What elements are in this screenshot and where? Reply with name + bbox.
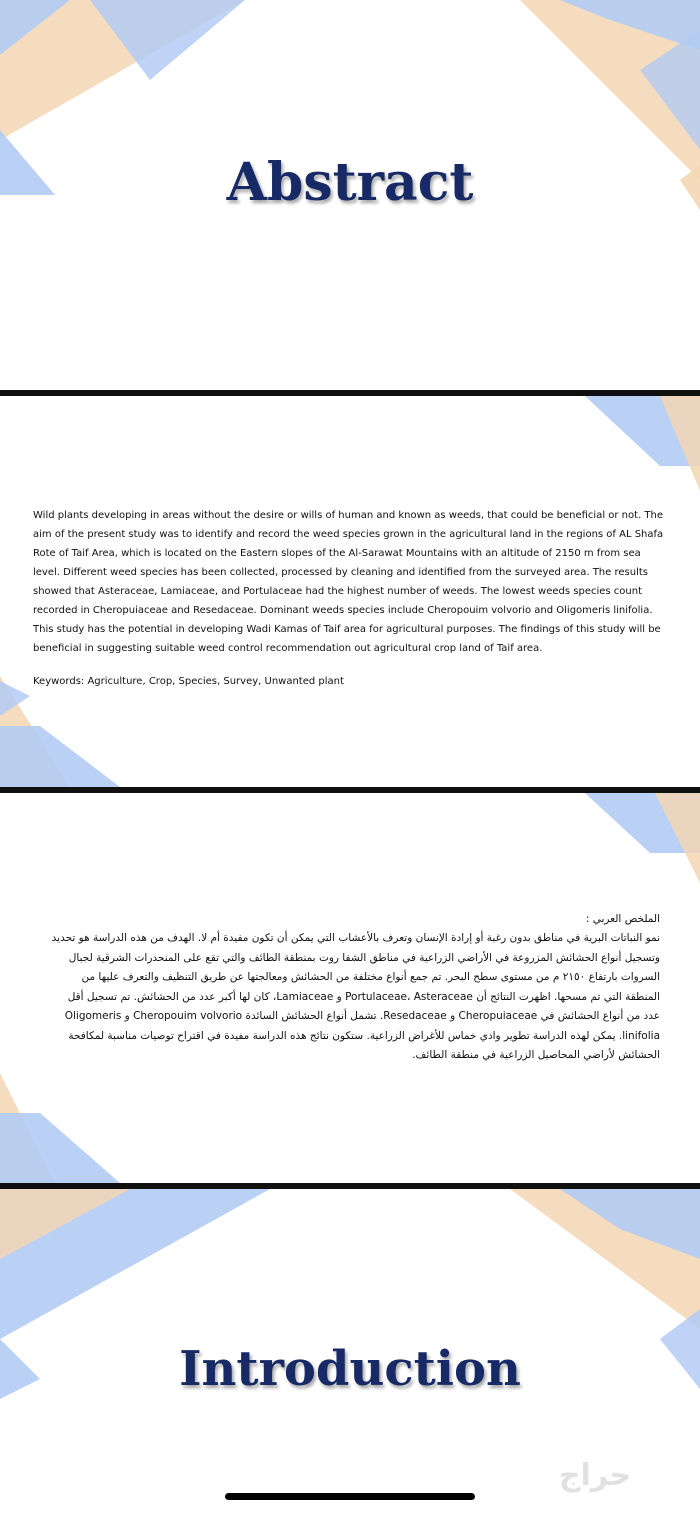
- slide-abstract-title: [0, 0, 700, 390]
- slide-arabic-abstract: [0, 793, 700, 1183]
- keywords-line: Keywords: Agriculture, Crop, Species, Survey, Unwanted plant: [33, 676, 344, 687]
- english-abstract-paragraph: Wild plants developing in areas without the desire or wills of human and known as weeds, that could be beneficial or not. The aim of the present study was to identify and record the weed species grown in the agricultural land in the regions of AL Shafa Rote of Taif Area, which is located on the Eastern slopes of the Al-Sarawat Mountains with an altitude of 2150 m from sea level. Different weed species has been collected, processed by cleaning and identified from the surveyed area. The results showed that Asteraceae, Lamiaceae, and Portulaceae had the highest number of weeds. The lowest weeds species count recorded in Cheropuiaceae and Resedaceae. Dominant weeds species include Cheropouim volvorio and Oligomeris linifolia. This study has the potential in developing Wadi Kamas of Taif area for agricultural purposes. The findings of this study will be beneficial in suggesting suitable weed control recommendation out agricultural crop land of Taif area.: [33, 510, 664, 654]
- arabic-abstract: [50, 911, 660, 1066]
- arabic-abstract-heading: الملخص العربي :: [585, 913, 660, 925]
- arabic-abstract-paragraph: نمو النباتات البرية في مناطق بدون رغبة أو إرادة الإنسان وتعرف بالأعشاب التي يمكن أن تكون مفيدة أم لا. الهدف من هذه الدراسة هو تحديد وتسجيل أنواع الحشائش المزروعة في الأراضي الزراعية في مناطق الشفا روت بمنطقة الطائف والتي تقع على المنحدرات الشرقية لجبال السروات بارتفاع ٢١٥٠ م من مستوى سطح البحر. تم جمع أنواع مختلفة من الحشائش ومعالجتها عن طريق التنظيف والتعرف عليها من المنطقة التي تم مسحها. اظهرت النتائج أن Portulaceae، Asteraceae و Lamiaceae، كان لها أكبر عدد من الحشائش. تم تسجيل أقل عدد من أنواع الحشائش في Cheropuiaceae و Resedaceae. تشمل أنواع الحشائش السائدة Cheropouim volvorio و Oligomeris linifolia. يمكن لهذه الدراسة تطوير وادي خماس للأغراض الزراعية. ستكون نتائج هذه الدراسة مفيدة في اقتراح توصيات مناسبة لمكافحة الحشائش لأراضي المحاصيل الزراعية في منطقة الطائف.: [51, 932, 660, 1061]
- introduction-title: Introduction: [179, 1341, 521, 1397]
- slide-english-abstract: [0, 396, 700, 787]
- haraj-watermark: حراج: [558, 1458, 632, 1493]
- home-indicator[interactable]: [225, 1493, 475, 1500]
- abstract-title: Abstract: [226, 152, 474, 213]
